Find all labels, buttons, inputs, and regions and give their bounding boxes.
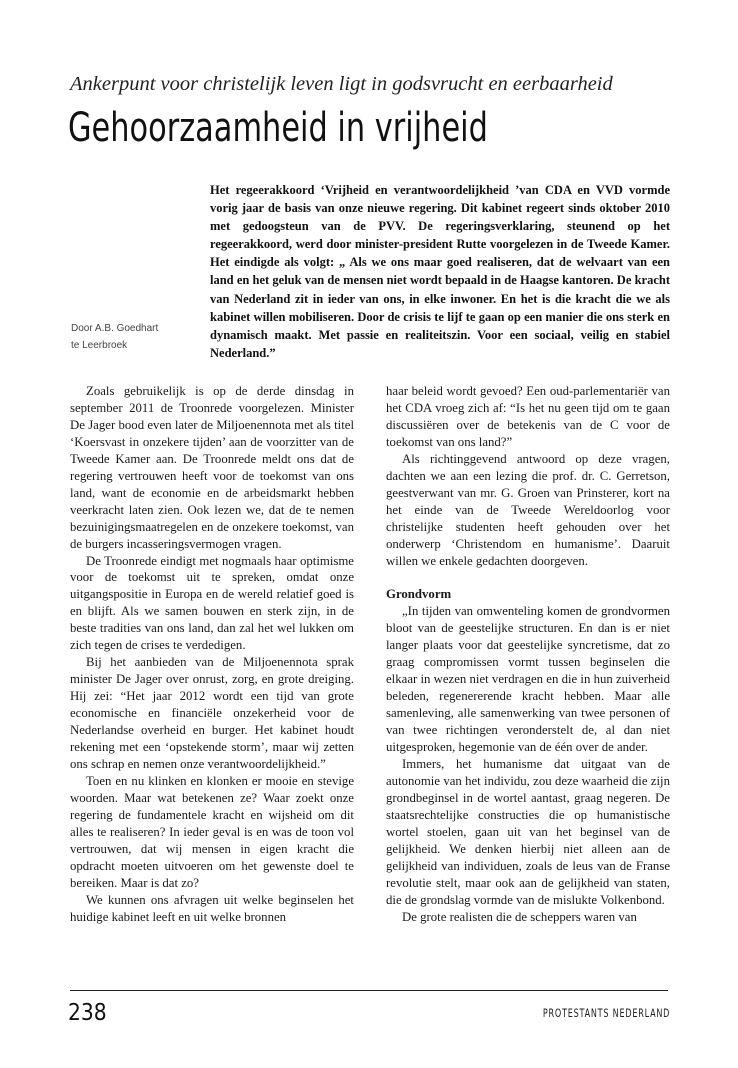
body-paragraph: Bij het aanbieden van de Miljoenennota sprak minister De Jager over onrust, zorg, en grote dreiging. Hij zei: “Het jaar 2012 wordt een tijd van grote economische en financiële onzekerheid voor de Nederlandse overheid en burger. Het kabinet houdt rekening met een ‘opstekende storm’, maar wij zetten ons schrap en nemen onze verantwoordelijkheid.” <box>70 655 354 771</box>
body-paragraph: We kunnen ons afvragen uit welke beginselen het huidige kabinet leeft en uit welke bronnen <box>70 892 354 924</box>
body-paragraph: haar beleid wordt gevoed? Een oud-parlementariër van het CDA vroeg zich af: “Is het nu geen tijd om te gaan discussiëren over de betekenis van de C voor de toekomst van ons land?” <box>386 384 670 449</box>
body-paragraph: Immers, het humanisme dat uitgaat van de autonomie van het individu, zou deze waarheid die zijn grondbeginsel in de wortel aantast, graag negeren. De staatsrechtelijke constructies die op humanistische wortel stoelen, gaan uit van het beginsel van de gelijkheid. We denken hierbij niet alleen aan de gelijkheid van individuen, zoals de leus van de Franse revolutie stelt, maar ook aan de gelijkheid van staten, die de grondslag vormde van de mislukte Volkenbond. <box>386 757 670 907</box>
publication-name: PROTESTANTS NEDERLAND <box>542 1006 670 1020</box>
body-paragraph: Zoals gebruikelijk is op de derde dinsdag in september 2011 de Troonrede voorgelezen. Minister De Jager bood even later de Miljoenennota met als titel ‘Koersvast in onzekere tijden’ aan de voorzitter van de Tweede Kamer aan. De Troonrede meldt ons dat de regering vertrouwen heeft voor de toekomst van ons land, want de economie en de arbeidsmarkt hebben veerkracht laten zien. Ook lezen we, dat de te nemen bezuinigingsmaatregelen en de onzekere toekomst, van de burgers incasseringsvermogen vragen. <box>70 384 354 551</box>
lead-paragraph: Het regeerakkoord ‘Vrijheid en verantwoordelijkheid ’van CDA en VVD vormde vorig jaar de basis van onze nieuwe regering. Dit kabinet regeert sinds oktober 2010 met gedoogsteun van de PVV. De regeringsverklaring, steunend op het regeerakkoord, werd door minister-president Rutte voorgelezen in de Tweede Kamer. Het eindigde als volgt: „ Als we ons maar goed realiseren, dat de welvaart van een land en het geluk van de mensen niet wordt bepaald in de Haagse kantoren. De kracht van Nederland zit in ieder van ons, in elke inwoner. En het is die kracht die we als kabinet willen mobiliseren. Door de crisis te lijf te gaan op een manier die ons sterk en dynamisch maakt. Met passie en realiteitszin. Voor een sociaal, veilig en stabiel Nederland.” <box>210 183 670 360</box>
byline-author: Door A.B. Goedhart <box>71 323 159 334</box>
article-kicker: Ankerpunt voor christelijk leven ligt in godsvrucht en eerbaarheid <box>70 73 613 95</box>
section-heading: Grondvorm <box>386 587 452 602</box>
article-title: Gehoorzaamheid in vrijheid <box>68 105 488 151</box>
body-paragraph: „In tijden van omwenteling komen de grondvormen bloot van de geestelijke structuren. En dan is er niet langer plaats voor dat geestelijke syncretisme, dat zo graag compromissen vormt tussen beginselen die elkaar in wezen niet verdragen en die in hun zuiverheid beleden, regenererende kracht hebben. Maar alle samenleving, alle samenwerking van twee personen of van twee richtingen veronderstelt de, al dan niet uitgesproken, hegemonie van de één over de ander. <box>386 604 670 755</box>
page-number: 238 <box>68 1000 107 1026</box>
article-lead <box>210 181 670 362</box>
left-column <box>70 383 354 926</box>
body-paragraph: De Troonrede eindigt met nogmaals haar optimisme voor de toekomst uit te spreken, omdat onze uitgangspositie in Europa en de wereld relatief goed is en blijft. Als we samen bouwen en sterk zijn, in de beste tradities van ons land, dan zal het wel lukken om zich tegen de crises te verdedigen. <box>70 553 354 653</box>
right-column <box>386 383 670 926</box>
body-paragraph: De grote realisten die de scheppers waren van <box>402 909 637 924</box>
byline <box>71 320 211 354</box>
footer-divider <box>70 990 668 991</box>
byline-location: te Leerbroek <box>71 340 128 351</box>
body-paragraph: Toen en nu klinken en klonken er mooie en stevige woorden. Maar wat betekenen ze? Waar zoekt onze regering de fundamentele kracht en wijsheid om dit alles te realiseren? In ieder geval is en was de toon vol vertrouwen, dat wij mensen in eigen kracht die opdracht moeten uitvoeren om het gewenste doel te bereiken. Maar is dat zo? <box>70 773 354 890</box>
body-paragraph: Als richtinggevend antwoord op deze vragen, dachten we aan een lezing die prof. dr. C. Gerretson, geestverwant van mr. G. Groen van Prinsterer, kort na het einde van de Tweede Wereldoorlog voor christelijke studenten heeft gehouden over het onderwerp ‘Christendom en humanisme’. Daaruit willen we enkele gedachten doorgeven. <box>386 451 670 568</box>
